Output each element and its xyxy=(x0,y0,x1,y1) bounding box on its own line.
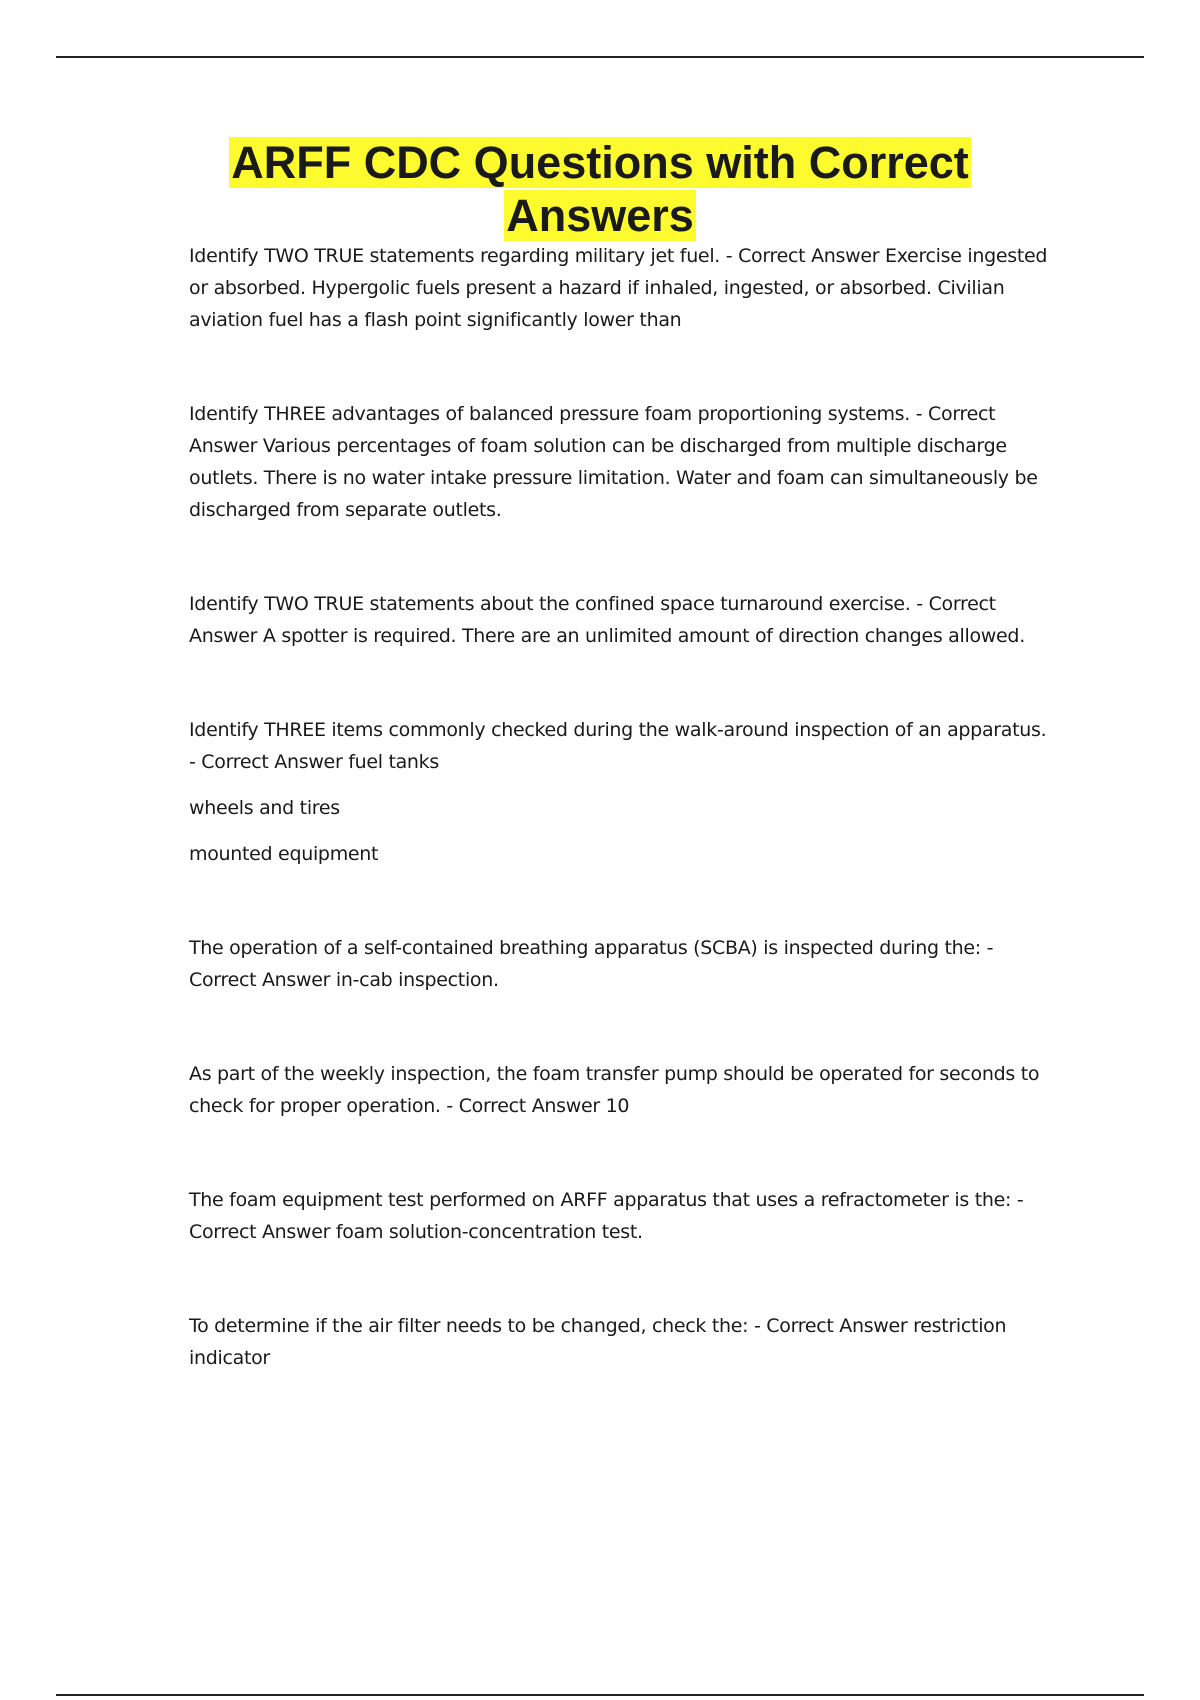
title-block xyxy=(150,136,1050,242)
qa-list xyxy=(189,240,1049,1374)
qa-item xyxy=(189,714,1049,870)
qa-text: To determine if the air filter needs to be changed, check the: - Correct Answer restriction indicator xyxy=(189,1315,1007,1369)
qa-item xyxy=(189,240,1049,336)
qa-item xyxy=(189,1058,1049,1122)
qa-text: The foam equipment test performed on ARFF apparatus that uses a refractometer is the: - Correct Answer foam solution-concentration test. xyxy=(189,1189,1024,1243)
qa-item xyxy=(189,1310,1049,1374)
document-title: ARFF CDC Questions with Correct Answers xyxy=(231,137,969,241)
qa-item xyxy=(189,1184,1049,1248)
qa-text: Identify THREE items commonly checked during the walk-around inspection of an apparatus. - Correct Answer fuel tanks xyxy=(189,719,1047,773)
qa-extra-line: mounted equipment xyxy=(189,843,379,865)
qa-text: The operation of a self-contained breathing apparatus (SCBA) is inspected during the: - Correct Answer in-cab inspection. xyxy=(189,937,994,991)
qa-item xyxy=(189,398,1049,526)
qa-text: Identify TWO TRUE statements about the confined space turnaround exercise. - Correct Answer A spotter is required. There are an unlimited amount of direction changes allowed. xyxy=(189,593,1025,647)
qa-text: As part of the weekly inspection, the foam transfer pump should be operated for seconds to check for proper operation. - Correct Answer 10 xyxy=(189,1063,1040,1117)
qa-item xyxy=(189,932,1049,996)
qa-extra-line: wheels and tires xyxy=(189,797,340,819)
qa-item xyxy=(189,588,1049,652)
qa-text: Identify TWO TRUE statements regarding military jet fuel. - Correct Answer Exercise ingested or absorbed. Hypergolic fuels present a hazard if inhaled, ingested, or absorbed. Civilian aviation fuel has a flash point significantly lower than xyxy=(189,245,1048,331)
top-rule xyxy=(56,56,1144,58)
qa-text: Identify THREE advantages of balanced pressure foam proportioning systems. - Correct Answer Various percentages of foam solution can be discharged from multiple discharge outlets. There is no water intake pressure limitation. Water and foam can simultaneously be discharged from separate outlets. xyxy=(189,403,1038,521)
bottom-rule xyxy=(56,1694,1144,1696)
